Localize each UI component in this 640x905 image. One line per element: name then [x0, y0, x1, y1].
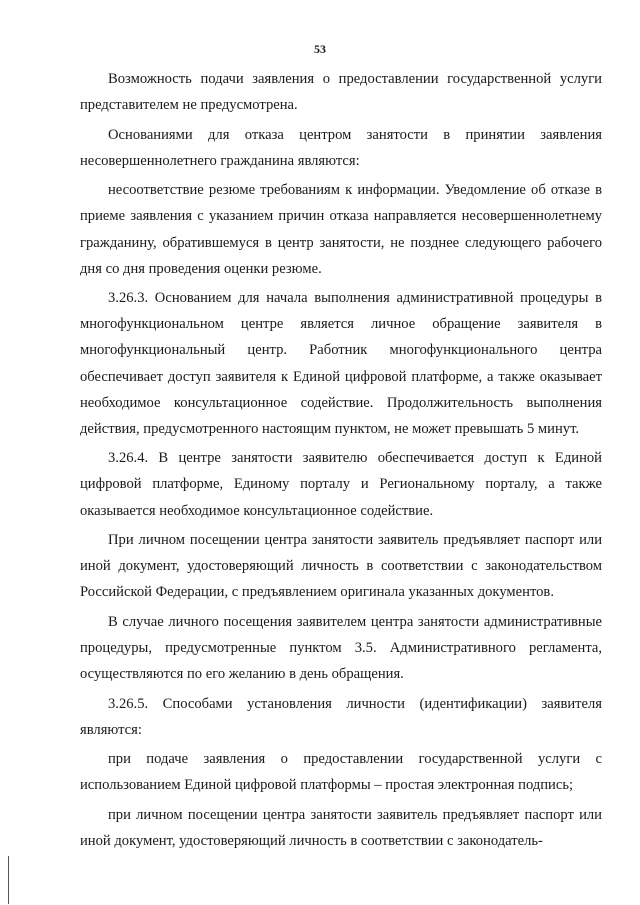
- paragraph: Возможность подачи заявления о предоставлении государственной услуги представителем не предусмотрена.: [80, 71, 602, 114]
- paragraph: несоответствие резюме требованиям к информации. Уведомление об отказе в приеме заявления с указанием причин отказа направляется несовершеннолетнему гражданину, обратившемуся в центр занятости, не позднее следующего рабочего дня со дня проведения оценки резюме.: [80, 182, 602, 277]
- paragraph: 3.26.4. В центре занятости заявителю обеспечивается доступ к Единой цифровой платформе, Единому порталу и Региональному порталу, а также оказывается необходимое консультационное содействие.: [80, 450, 602, 519]
- paragraph: 3.26.3. Основанием для начала выполнения административной процедуры в многофункциональном центре является личное обращение заявителя в многофункциональный центр. Работник многофункционального центра обеспечивает доступ заявителя к Единой цифровой платформе, а также оказывает необходимое консультационное содействие. Продолжительность выполнения действия, предусмотренного настоящим пунктом, не может превышать 5 минут.: [80, 290, 602, 437]
- paragraph: при подаче заявления о предоставлении государственной услуги с использованием Единой цифровой платформы – простая электронная подпись;: [80, 751, 602, 794]
- page-number: 53: [314, 42, 326, 56]
- paragraph: При личном посещении центра занятости заявитель предъявляет паспорт или иной документ, удостоверяющий личность в соответствии с законодательством Российской Федерации, с предъявлением оригинала указанных документов.: [80, 532, 602, 601]
- scan-margin-mark: [8, 856, 9, 904]
- paragraph: при личном посещении центра занятости заявитель предъявляет паспорт или иной документ, удостоверяющий личность в соответствии с законодатель-: [80, 807, 602, 850]
- paragraph: В случае личного посещения заявителем центра занятости административные процедуры, предусмотренные пунктом 3.5. Административного регламента, осуществляются по его желанию в день обращения.: [80, 613, 602, 683]
- document-body: [80, 66, 602, 858]
- paragraph: 3.26.5. Способами установления личности (идентификации) заявителя являются:: [80, 695, 602, 738]
- paragraph: Основаниями для отказа центром занятости в принятии заявления несовершеннолетнего гражданина являются:: [80, 126, 602, 169]
